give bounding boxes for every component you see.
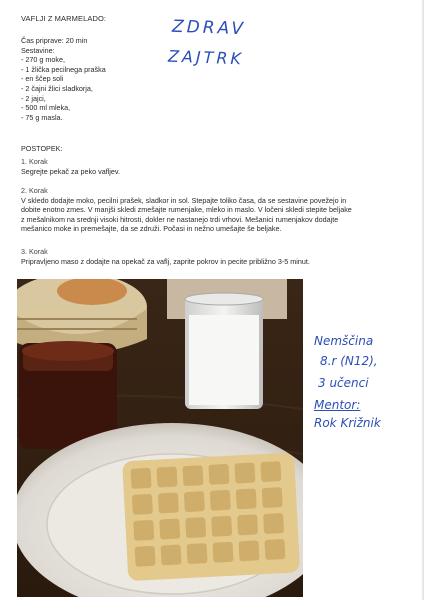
- method-heading: POSTOPEK:: [21, 144, 63, 153]
- recipe-title: VAFLJI Z MARMELADO:: [21, 14, 107, 23]
- breakfast-photo-illustration: [17, 279, 303, 597]
- step-text: mešanico moke in premešajte, da se združi. Počasi in nežno umešajte še beljake.: [21, 224, 282, 234]
- ingredient-item: - en ščep soli: [21, 74, 64, 84]
- handwritten-note-mentor-name: Rok Križnik: [314, 416, 381, 430]
- handwritten-title-line1: ZDRAV: [171, 16, 247, 40]
- ingredient-item: - 2 jajci,: [21, 93, 46, 103]
- handwritten-note-students: 3 učenci: [318, 376, 369, 390]
- step-label: 1. Korak: [21, 157, 48, 166]
- step-label: 3. Korak: [21, 247, 48, 256]
- ingredient-item: - 1 žlička pecilnega praška: [21, 64, 106, 74]
- ingredients-heading: Sestavine:: [21, 45, 55, 55]
- handwritten-note-class: 8.r (N12),: [320, 354, 378, 368]
- ingredient-item: - 2 čajni žlici sladkorja,: [21, 83, 93, 93]
- step-1: [21, 157, 406, 176]
- step-2: [21, 186, 406, 234]
- ingredient-item: - 75 g masla.: [21, 112, 63, 122]
- step-3: [21, 247, 406, 266]
- handwritten-note-mentor-label: Mentor:: [314, 398, 361, 412]
- handwritten-title-line2: ZAJTRK: [167, 46, 245, 69]
- prep-time: Čas priprave: 20 min: [21, 36, 88, 45]
- step-text: dobite enotno zmes. V manjši skledi zmešajte rumenjake, mleko in maslo. V ločeni skledi stepite beljake: [21, 205, 352, 215]
- step-label: 2. Korak: [21, 186, 48, 195]
- breakfast-photo: [17, 279, 303, 597]
- recipe-meta: [21, 36, 106, 122]
- ingredient-item: - 270 g moke,: [21, 55, 65, 65]
- step-text: Pripravljeno maso z dodajte na opekač za vaflj, zaprite pokrov in pecite približno 3-5 minut.: [21, 256, 310, 266]
- step-text: Segrejte pekač za peko vafljev.: [21, 166, 120, 176]
- handwritten-note-subject: Nemščina: [314, 334, 374, 348]
- step-text: V skledo dodajte moko, pecilni prašek, sladkor in sol. Stepajte toliko časa, da se sestavine povežejo in: [21, 195, 347, 205]
- step-text: z mešalnikom na srednji visoki hitrosti, dokler ne nastanejo trdi vrhovi. Mešanici rumenjakov dodajte: [21, 214, 339, 224]
- ingredient-item: - 500 ml mleka,: [21, 103, 71, 113]
